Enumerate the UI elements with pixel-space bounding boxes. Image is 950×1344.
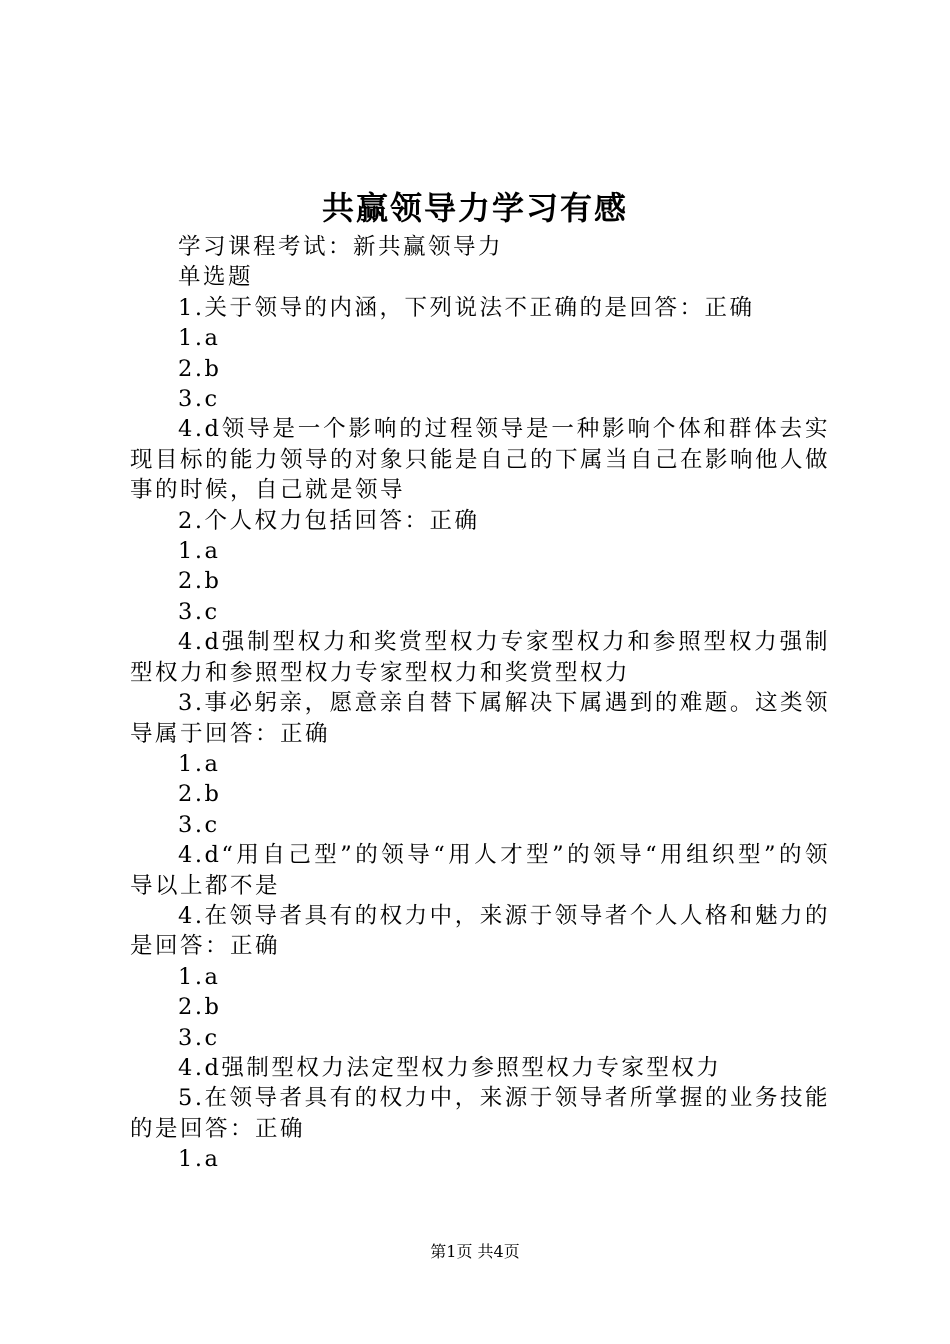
- option: 1.a: [178, 538, 221, 565]
- option: 2.b: [178, 994, 222, 1021]
- question: 4.在领导者具有的权力中，来源于领导者个人人格和魅力的是回答：正确: [130, 902, 830, 960]
- option: 1.a: [178, 325, 221, 352]
- option: 1.a: [178, 963, 221, 990]
- option: 4.d“用自己型”的领导“用人才型”的领导“用组织型”的领导以上都不是: [130, 842, 830, 899]
- question: 3.事必躬亲，愿意亲自替下属解决下属遇到的难题。这类领导属于回答：正确: [130, 690, 830, 747]
- paragraph: 单选题: [178, 264, 254, 291]
- option: 2.b: [178, 355, 222, 382]
- question: 2.个人权力包括回答：正确: [178, 507, 480, 534]
- question: 5.在领导者具有的权力中，来源于领导者所掌握的业务技能的是回答：正确: [130, 1085, 830, 1142]
- question: 1.关于领导的内涵，下列说法不正确的是回答：正确: [178, 294, 755, 321]
- page-footer: 第1页 共4页: [430, 1242, 520, 1261]
- option: 3.c: [178, 386, 220, 413]
- option: 2.b: [178, 781, 222, 808]
- option: 3.c: [178, 598, 220, 625]
- paragraph: 学习课程考试：新共赢领导力: [178, 234, 504, 260]
- document-title: 共赢领导力学习有感: [321, 189, 628, 227]
- document-body: [130, 232, 830, 1175]
- option: 4.d领导是一个影响的过程领导是一种影响个体和群体去实现目标的能力领导的对象只能是自己的下属当自己在影响他人做事的时候，自己就是领导: [130, 416, 831, 504]
- option: 1.a: [178, 750, 221, 777]
- option: 3.c: [178, 1024, 220, 1051]
- option: 2.b: [178, 568, 222, 595]
- option: 4.d强制型权力法定型权力参照型权力专家型权力: [178, 1054, 722, 1081]
- option: 4.d强制型权力和奖赏型权力专家型权力和参照型权力强制型权力和参照型权力专家型权力和奖赏型权力: [130, 629, 830, 686]
- option: 1.a: [178, 1146, 221, 1173]
- option: 3.c: [178, 811, 220, 838]
